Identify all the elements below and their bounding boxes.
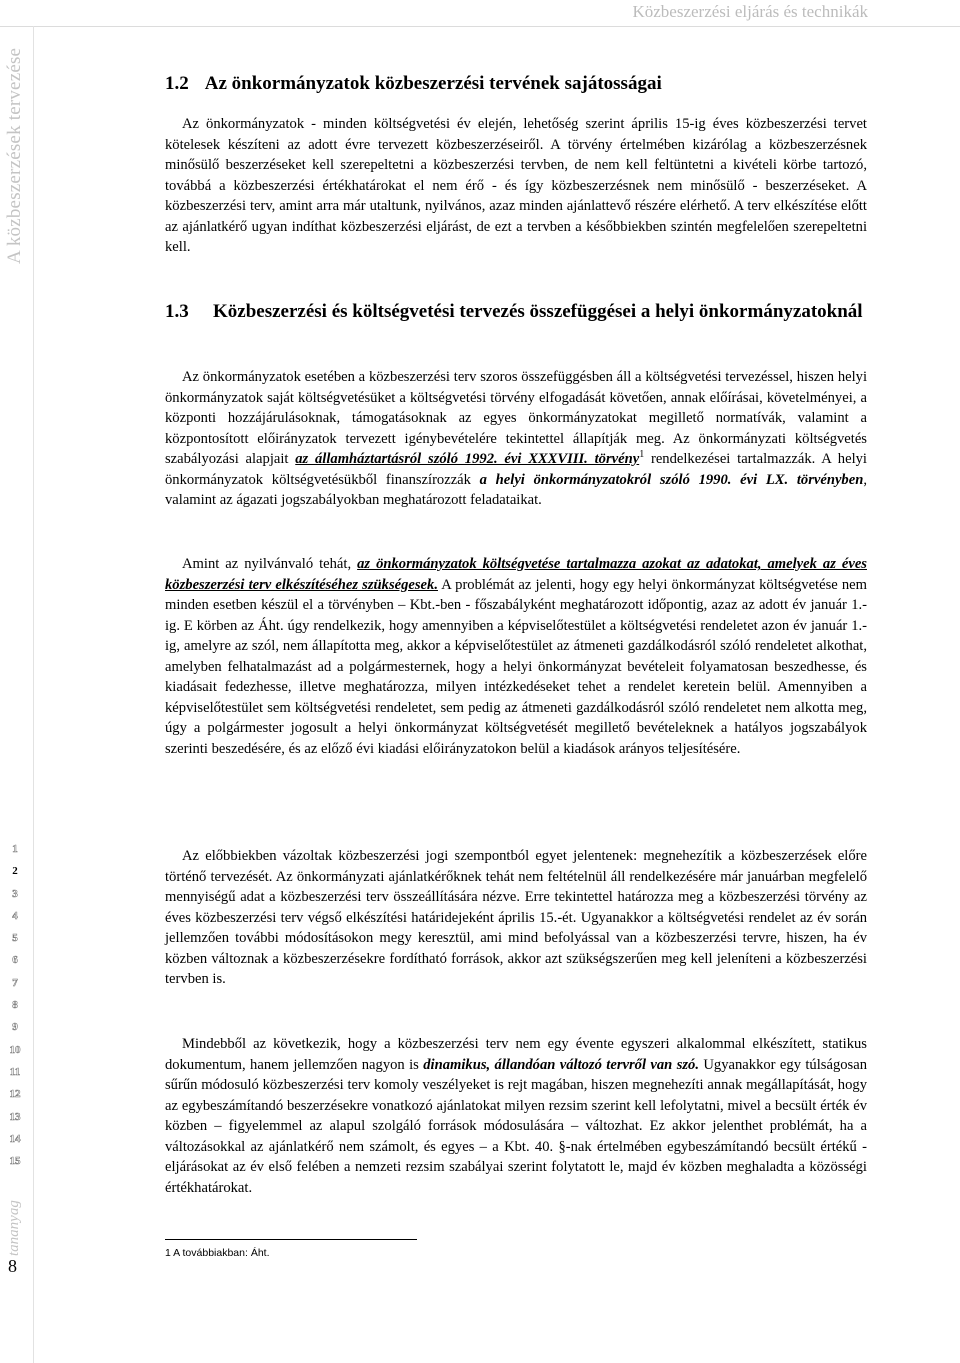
running-header <box>0 0 960 27</box>
paragraph-text: A problémát az jelenti, hogy egy helyi önkormányzat költségvetése nem minden esetben készül el a törvényben – Kbt.-ben - főszabályként meghatározott időpontig, azaz az adott év január 1.-ig. E körben az Áht. úgy rendelkezik, hogy amennyiben a képviselőtestület a költségvetési rendeletet azon év január 1.-ig, amelyre az szól, nem állapította meg, akkor a képviselőtestület az átmeneti gazdálkodásról szóló rendeletet alkothat, amelyben felhatalmazást ad a polgármesternek, hogy a helyi önkormányzat bevételeit folyamatosan beszedhesse, és kiadásait fedezhesse, illetve meghatározza, milyen intézkedéseket tehet a rendelet keretein belül. Amennyiben a képviselőtestület sem költségvetési rendeletet, sem pedig az átmeneti gazdálkodásról szóló rendeletet nem alkotta meg, úgy a polgármester jogosult a helyi önkormányzat költségvetését megillető bevételeknek a hatályos jogszabályok szerinti beszedésére, és az előző évi kiadási előirányzatokon belül a kiadások arányos teljesítésére. <box>165 576 867 757</box>
running-title: Közbeszerzési eljárás és technikák <box>632 2 868 21</box>
chapter-number: 6 <box>12 954 18 967</box>
footnote: 1 A továbbiakban: Áht. <box>165 1247 270 1259</box>
chapter-number: 10 <box>9 1043 21 1056</box>
chapter-number: 14 <box>9 1132 21 1145</box>
chapter-number: 15 <box>9 1155 21 1168</box>
section-title: Az önkormányzatok közbeszerzési tervének sajátosságai <box>204 73 662 94</box>
chapter-number-active: 2 <box>12 865 18 878</box>
chapter-number: 1 <box>12 843 18 855</box>
chapter-number: 8 <box>12 999 18 1012</box>
paragraph-text: Amint az nyilvánvaló tehát, <box>182 556 358 572</box>
emphasis-text: az önkormányzatok költségvetése tartalmazza azokat az adatokat, amelyek az éves közbeszerzési terv elkészítéséhez szükségesek. <box>165 556 867 593</box>
chapter-index <box>4 838 26 1172</box>
chapter-number: 13 <box>9 1110 21 1123</box>
section-number: 1.3 <box>165 301 189 322</box>
chapter-number: 12 <box>9 1088 21 1101</box>
paragraph-2 <box>165 367 867 511</box>
sidebar-divider <box>33 26 34 1363</box>
paragraph-text: rendelkezései tartalmazzák. A helyi önkormányzatok költségvetésükből finanszírozzák <box>165 451 867 488</box>
chapter-number: 5 <box>12 932 18 945</box>
section-title: Közbeszerzési és költségvetési tervezés összefüggései a helyi önkormányzatoknál <box>213 301 863 322</box>
chapter-number: 7 <box>12 976 18 989</box>
sidebar-footer-label: tananyag <box>6 1200 22 1256</box>
paragraph-5 <box>165 1034 867 1198</box>
chapter-number: 4 <box>12 909 18 922</box>
paragraph-4: Az előbbiekben vázoltak közbeszerzési jogi szempontból egyet jelentenek: megnehezítik a közbeszerzések előre történő tervezését. Az önkormányzati ajánlatkérőknek tehát nem feltételnül áll rendelkezésére már januárban megfelelő mennyiségű adat a közbeszerzési terv összeállítására nézve. Erre tekintettel határozza meg a közbeszerzési törvény az éves közbeszerzési terv végső elkészítési határidejeként április 15.-ét. Ugyanakkor a költségvetési rendelet az év során jellemzően további módosításokon megy keresztül, ami mind befolyással van a közbeszerzési tervre, hiszen, ha év közben változnak a közbeszerzésekre fordítható források, akkor azt szükségszerűen meg kell jeleníteni a közbeszerzési tervben is. <box>165 848 867 987</box>
paragraph-3 <box>165 554 867 759</box>
chapter-number: 11 <box>9 1065 21 1078</box>
section-heading-1-2 <box>165 72 865 95</box>
paragraph-text: Ugyanakkor egy túlságosan sűrűn módosuló közbeszerzési terv komoly veszélyeket is rejt magában, hiszen megnehezíti annak megállapítását, hogy az egybeszámítandó beszerzésekre vonatkozó ajánlatokat milyen rezsim szerint kell lefolytatni, mivel a becsült érték év közben – figyelemmel az alapul szolgáló források módosulására – változhat. Ez akkor jelenthet problémát, ha a változásokkal az ajánlatkérő nem számolt, és egyes – a Kbt. 40. §-nak értelmében egybeszámítandó becsült értékű - eljárásokat az év első felében a nemzeti rezsim szabályai szerint folytatott le, majd év közben meghaladta a közösségi értékhatárokat. <box>165 1056 867 1196</box>
emphasis-text: dinamikus, állandóan változó tervről van szó. <box>423 1056 699 1073</box>
paragraph-text: Az önkormányzatok esetében a közbeszerzési terv szoros összefüggésben áll a költségvetési tervezéssel, hiszen helyi önkormányzatok saját költségvetésüket a költségvetési törvény elfogadását követően, annak előírásai, követelményei, a központi hozzájárulásoknak, támogatásoknak az egyes önkormányzatokat megillető normatívák, valamint a központosított előirányzatok tervezett igénybevételére tekintettel állapítják meg. Az önkormányzati költségvetés szabályozási alapjait <box>165 369 867 467</box>
chapter-number: 9 <box>12 1021 18 1034</box>
law-reference-ltv: a helyi önkormányzatokról szóló 1990. évi LX. törvényben <box>479 471 864 488</box>
chapter-number: 3 <box>12 887 18 900</box>
section-number: 1.2 <box>165 73 189 94</box>
footnote-marker: 1 <box>639 449 645 461</box>
footnote-divider <box>165 1239 417 1240</box>
paragraph-1: Az önkormányzatok - minden költségvetési év elején, lehetőség szerint április 15-ig éves közbeszerzési tervet kötelesek készíteni az adott évre tervezett közbeszerzéseiről. A törvény értelmében kizárólag a közbeszerzésnek minősülő beszerzéseket kell szerepeltetni a közbeszerzési tervben, de nem kell feltüntetni a kivételi körbe tartozó, továbbá a közbeszerzési értékhatárokat el nem érő - és így közbeszerzésnek nem minősülő - beszerzéseket. A közbeszerzési terv, amint arra már utaltunk, nyilvános, azaz minden ajánlattevő részére elérhető. A terv elkészítése előtt az ajánlatkérő ugyan indíthat közbeszerzési eljárást, de ezt a tervben a későbbiekben szintén megfelelően szerepeltetni kell. <box>165 116 867 255</box>
law-reference-aht: az államháztartásról szóló 1992. évi XXXVIII. törvény <box>295 451 640 467</box>
paragraph-text: , valamint az ágazati jogszabályokban meghatározott feladataikat. <box>165 471 867 508</box>
paragraph-text: Mindebből az következik, hogy a közbeszerzési terv nem egy évente egyszeri alkalommal elkészített, statikus dokumentum, hanem jellemzően nagyon is <box>165 1036 867 1073</box>
sidebar-vertical-title: A közbeszerzések tervezése <box>4 47 25 264</box>
page-number: 8 <box>8 1256 17 1276</box>
